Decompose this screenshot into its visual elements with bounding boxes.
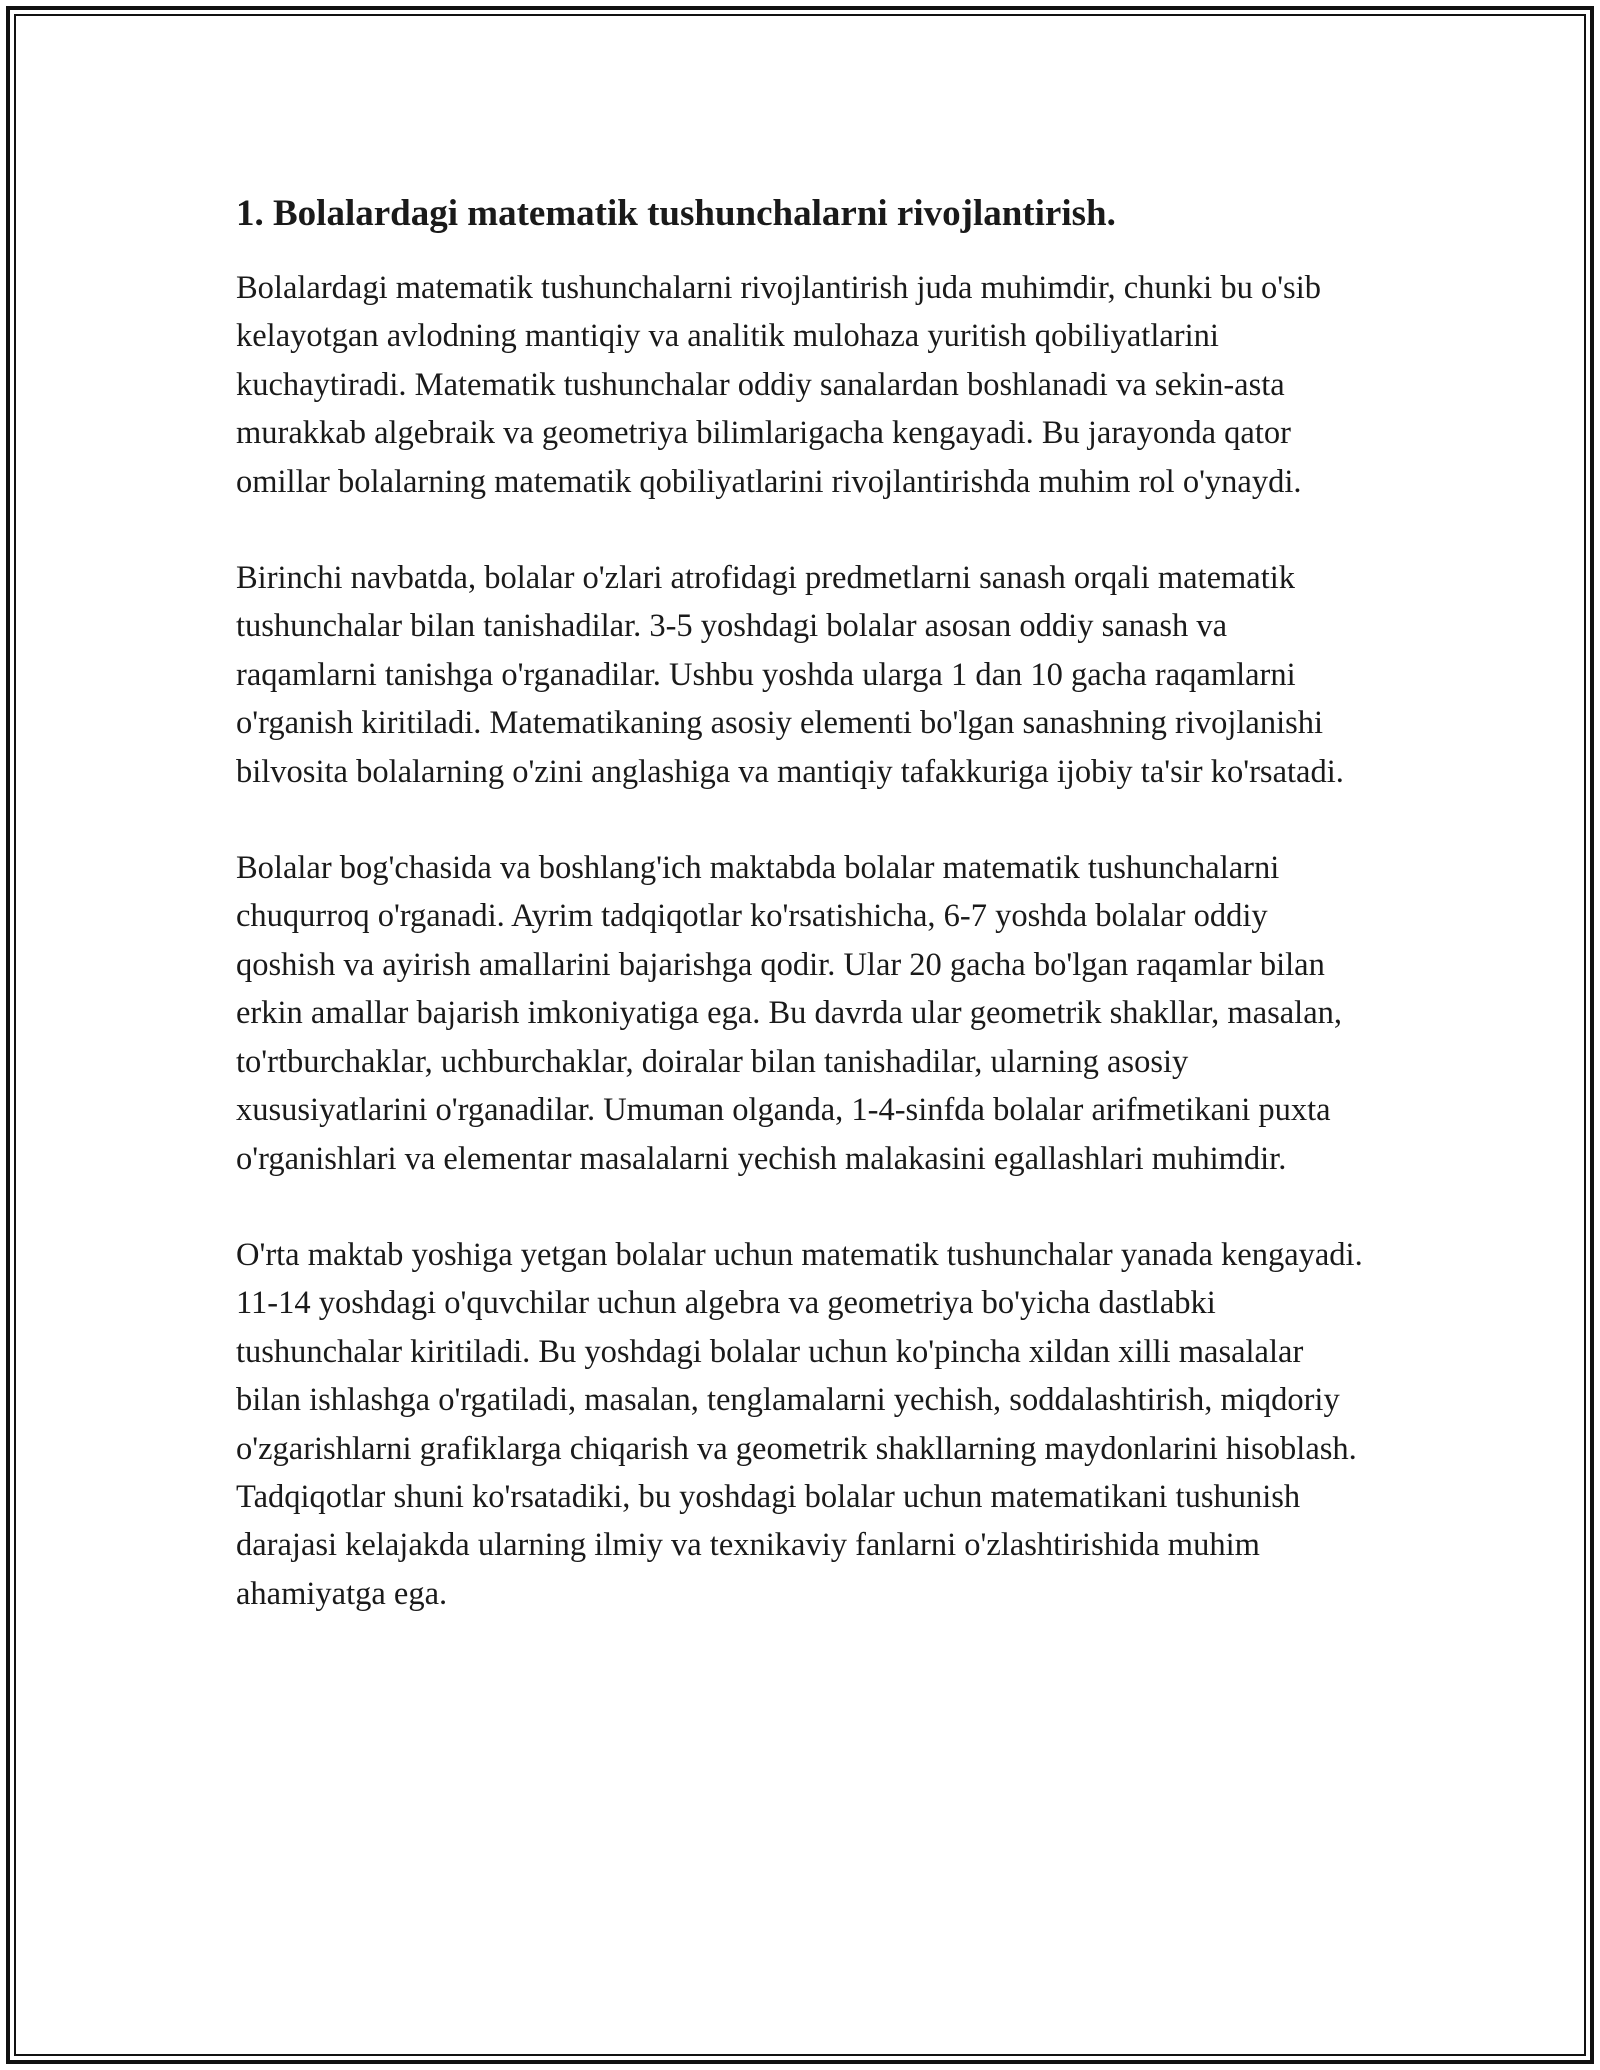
paragraph-intro: Bolalardagi matematik tushunchalarni rivojlantirish juda muhimdir, chunki bu o'sib kelayotgan avlodning mantiqiy va analitik mulohaza yuritish qobiliyatlarini kuchaytiradi. Matematik tushunchalar oddiy sanalardan boshlanadi va sekin-asta murakkab algebraik va geometriya bilimlarigacha kengayadi. Bu jarayonda qator omillar bolalarning matematik qobiliyatlarini rivojlantirishda muhim rol o'ynaydi. <box>236 270 1321 500</box>
paragraph-counting: Birinchi navbatda, bolalar o'zlari atrofidagi predmetlarni sanash orqali matematik tushunchalar bilan tanishadilar. 3-5 yoshdagi bolalar asosan oddiy sanash va raqamlarni tanishga o'rganadilar. Ushbu yoshda ularga 1 dan 10 gacha raqamlarni o'rganish kiritiladi. Matematikaning asosiy elementi bo'lgan sanashning rivojlanishi bilvosita bolalarning o'zini anglashiga va mantiqiy tafakkuriga ijobiy ta'sir ko'rsatadi. <box>236 560 1344 790</box>
document-heading: 1. Bolalardagi matematik tushunchalarni rivojlantirish. <box>236 193 1116 234</box>
document-body <box>236 186 1366 1666</box>
paragraph-primary-school: Bolalar bog'chasida va boshlang'ich maktabda bolalar matematik tushunchalarni chuqurroq o'rganadi. Ayrim tadqiqotlar ko'rsatishicha, 6-7 yoshda bolalar oddiy qoshish va ayirish amallarini bajarishga qodir. Ular 20 gacha bo'lgan raqamlar bilan erkin amallar bajarish imkoniyatiga ega. Bu davrda ular geometrik shakllar, masalan, to'rtburchaklar, uchburchaklar, doiralar bilan tanishadilar, ularning asosiy xususiyatlarini o'rganadilar. Umuman olganda, 1-4-sinfda bolalar arifmetikani puxta o'rganishlari va elementar masalalarni yechish malakasini egallashlari muhimdir. <box>236 850 1343 1177</box>
paragraph-middle-school: O'rta maktab yoshiga yetgan bolalar uchun matematik tushunchalar yanada kengayadi. 11-14 yoshdagi o'quvchilar uchun algebra va geometriya bo'yicha dastlabki tushunchalar kiritiladi. Bu yoshdagi bolalar uchun ko'pincha xildan xilli masalalar bilan ishlashga o'rgatiladi, masalan, tenglamalarni yechish, soddalashtirish, miqdoriy o'zgarishlarni grafiklarga chiqarish va geometrik shakllarning maydonlarini hisoblash. Tadqiqotlar shuni ko'rsatadiki, bu yoshdagi bolalar uchun matematikani tushunish darajasi kelajakda ularning ilmiy va texnikaviy fanlarni o'zlashtirishida muhim ahamiyatga ega. <box>236 1236 1363 1612</box>
